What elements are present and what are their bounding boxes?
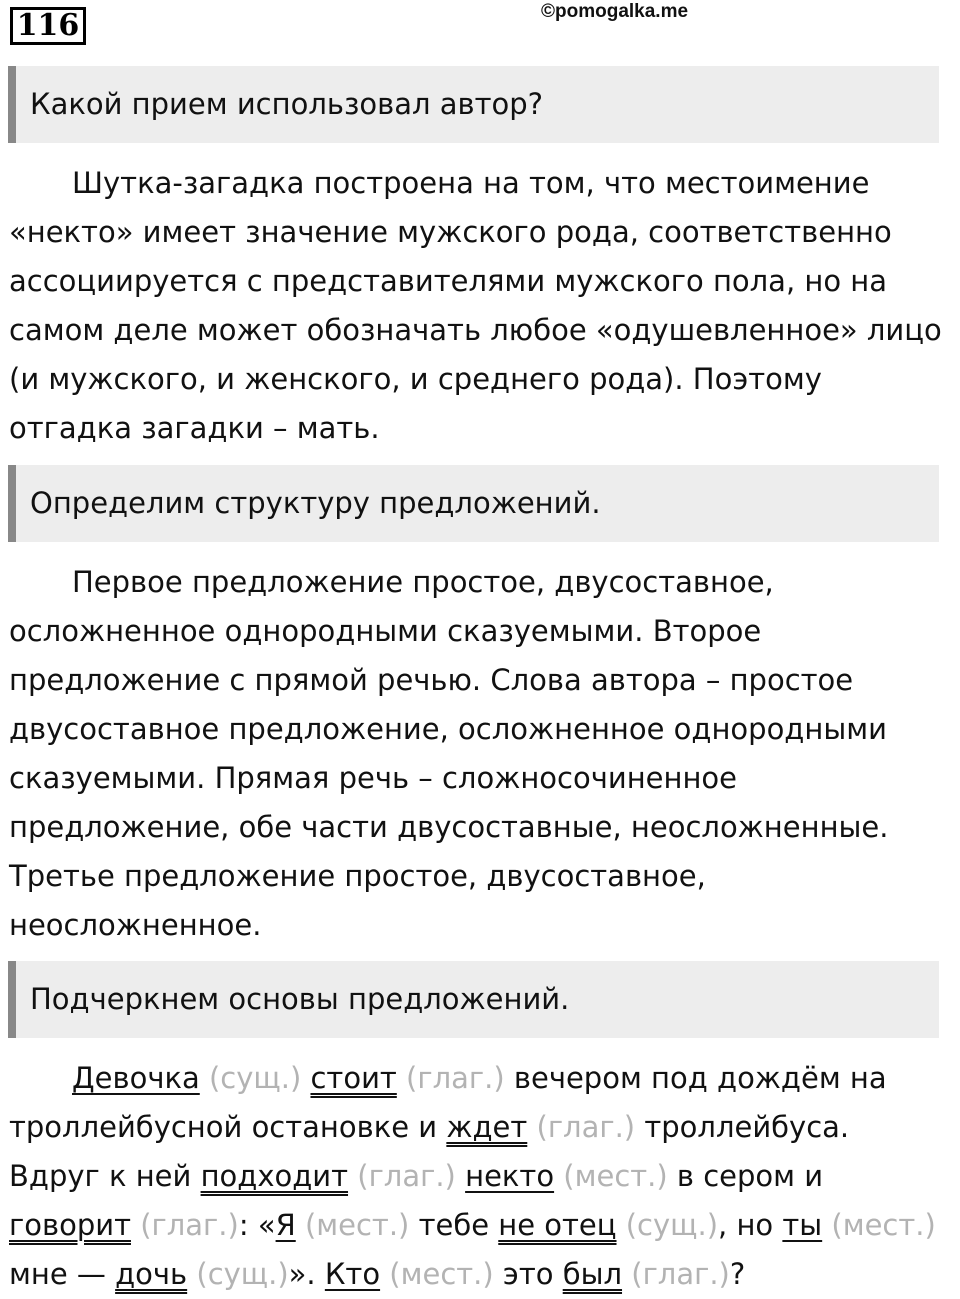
plain-text: мне —: [9, 1257, 106, 1291]
predicate-word: стоит: [310, 1061, 397, 1095]
predicate-word: подходит: [200, 1159, 349, 1193]
plain-text: троллейбуса. Вдруг к ней: [9, 1110, 850, 1193]
task-number: 116: [10, 7, 86, 45]
paragraph-technique-text: Шутка-загадка построена на том, что местоимение «некто» имеет значение мужского рода, соответственно ассоциируется с представителями мужского пола, но на самом деле может обозначать любое «одушевленное» лицо (и мужского, и женского, и среднего рода). Поэтому отгадка загадки – мать.: [9, 166, 942, 445]
paragraph-technique: [9, 159, 944, 453]
plain-text: в сером и: [676, 1159, 824, 1193]
plain-text: , но: [718, 1208, 774, 1242]
part-of-speech-label: (сущ.): [625, 1208, 719, 1242]
paragraph-structure-text: Первое предложение простое, двусоставное, осложненное однородными сказуемыми. Второе предложение с прямой речью. Слова автора – простое двусоставное предложение, осложненное однородными сказуемыми. Прямая речь – сложносочиненное предложение, обе части двусоставные, неосложненные. Третье предложение простое, двусоставное, неосложненное.: [9, 565, 889, 942]
plain-text: вечером под дождём на троллейбусной остановке и: [9, 1061, 887, 1144]
paragraph-structure: [9, 558, 944, 950]
subject-word: Девочка: [72, 1061, 200, 1095]
plain-text: ».: [288, 1257, 316, 1291]
plain-text: ?: [729, 1257, 746, 1291]
predicate-word: дочь: [115, 1257, 188, 1291]
part-of-speech-label: (сущ.): [208, 1061, 302, 1095]
section-heading-structure: Определим структуру предложений.: [8, 465, 939, 542]
predicate-word: говорит: [9, 1208, 131, 1242]
plain-text: «: [257, 1208, 276, 1242]
part-of-speech-label: (мест.): [563, 1159, 668, 1193]
part-of-speech-label: (глаг.): [631, 1257, 730, 1291]
site-watermark: ©pomogalka.me: [541, 1, 689, 22]
part-of-speech-label: (глаг.): [536, 1110, 636, 1144]
part-of-speech-label: (глаг.): [357, 1159, 456, 1193]
predicate-word: ждет: [446, 1110, 528, 1144]
part-of-speech-label: (мест.): [831, 1208, 936, 1242]
part-of-speech-label: (мест.): [389, 1257, 494, 1291]
predicate-word: не отец: [498, 1208, 617, 1242]
plain-text: :: [238, 1208, 249, 1242]
plain-text: это: [502, 1257, 554, 1291]
parsed-sentences: [9, 1054, 944, 1299]
part-of-speech-label: (глаг.): [406, 1061, 505, 1095]
subject-word: некто: [465, 1159, 555, 1193]
section-heading-stems: Подчеркнем основы предложений.: [8, 961, 939, 1038]
part-of-speech-label: (глаг.): [140, 1208, 239, 1242]
subject-word: Кто: [324, 1257, 381, 1291]
predicate-word: был: [562, 1257, 623, 1291]
subject-word: ты: [782, 1208, 823, 1242]
section-heading-technique: Какой прием использовал автор?: [8, 66, 939, 143]
part-of-speech-label: (сущ.): [196, 1257, 289, 1291]
part-of-speech-label: (мест.): [304, 1208, 410, 1242]
parsed-text: [9, 1054, 944, 1299]
plain-text: тебе: [418, 1208, 490, 1242]
subject-word: Я: [275, 1208, 296, 1242]
